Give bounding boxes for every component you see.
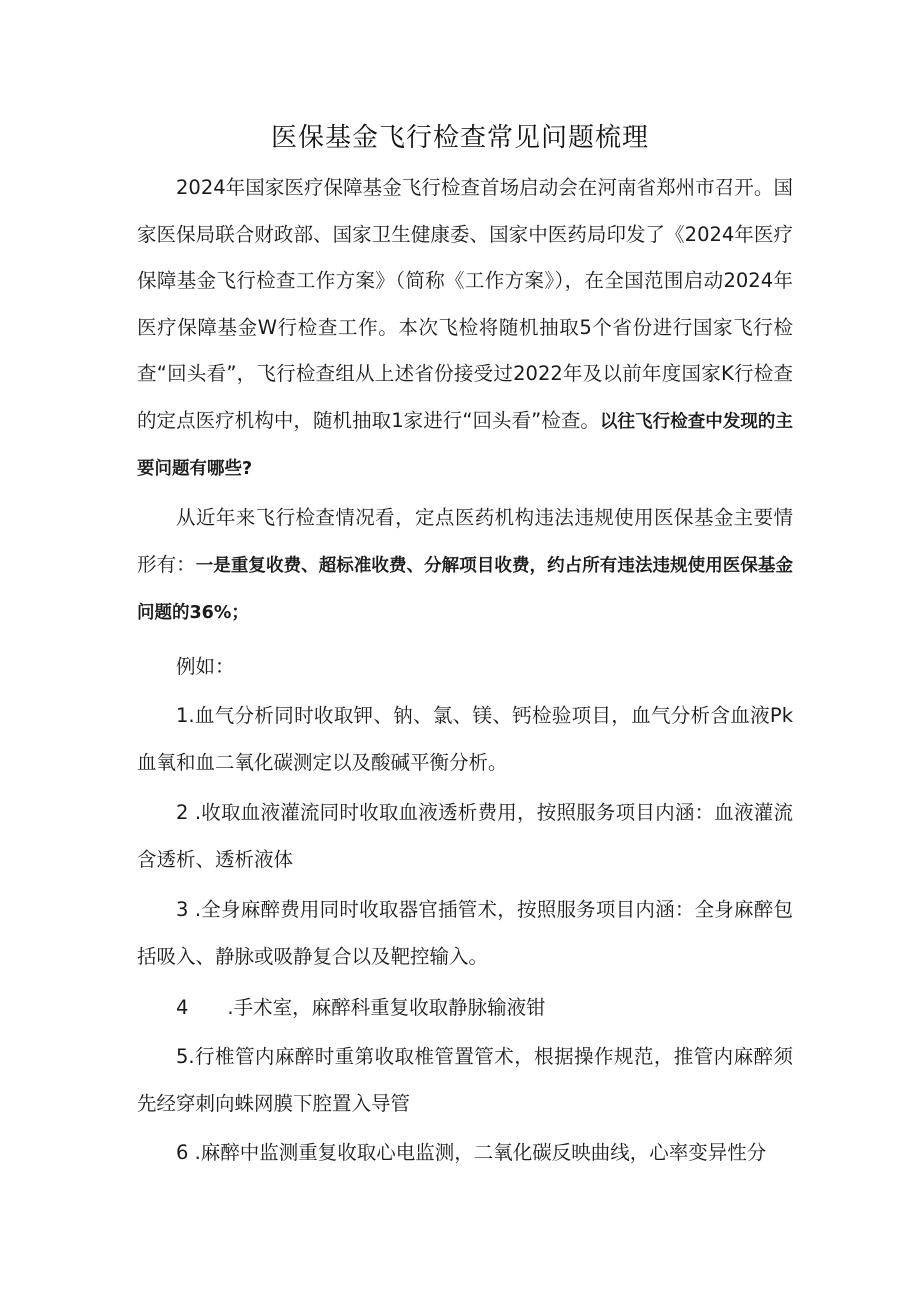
example-label: 例如： xyxy=(176,655,235,678)
list-item: 4 .手术室，麻醉科重复收取静脉输液钳 xyxy=(176,996,546,1019)
list-item: 6 .麻醉中监测重复收取心电监测，二氧化碳反映曲线，心率变异性分 xyxy=(176,1141,767,1164)
list-item: 5.行椎管内麻醉时重第收取椎管置管术，根据操作规范，推管内麻醉须先经穿刺向蛛网膜下腔置入导管 xyxy=(137,1045,793,1115)
document-title: 医保基金飞行检查常见问题梳理 xyxy=(270,123,649,153)
list-item: 3 .全身麻醉费用同时收取器官插管术，按照服务项目内涵：全身麻醉包括吸入、静脉或吸静复合以及靶控输入。 xyxy=(137,898,793,968)
intro-question: 以往飞行检查中发现的主要问题有哪些? xyxy=(137,411,793,479)
list-item: 1.血气分析同时收取钾、钠、氯、镁、钙检验项目，血气分析含血液Pk血氧和血二氧化碳测定以及酸碱平衡分析。 xyxy=(137,704,793,774)
intro-text: 2024年国家医疗保障基金飞行检查首场启动会在河南省郑州市召开。国家医保局联合财政部、国家卫生健康委、国家中医药局印发了《2024年医疗保障基金飞行检查工作方案》（简称《工作方案》），在全国范围启动2024年医疗保障基金W行检查工作。本次飞检将随机抽取5个省份进行国家飞行检查“回头看”，飞行检查组从上述省份接受过2022年及以前年度国家K行检查的定点医疗机构中，随机抽取1家进行“回头看”检查。 xyxy=(137,176,793,432)
summary-text: 从近年来飞行检查情况看，定点医药机构违法违规使用医保基金主要情形有： xyxy=(137,506,793,576)
summary-paragraph xyxy=(137,495,793,637)
list-item: 2 .收取血液灌流同时收取血液透析费用，按照服务项目内涵：血液灌流含透析、透析液体 xyxy=(137,801,793,871)
intro-paragraph xyxy=(137,165,793,493)
summary-highlight: 一是重复收费、超标准收费、分解项目收费，约占所有违法违规使用医保基金问题的36%； xyxy=(137,555,793,623)
